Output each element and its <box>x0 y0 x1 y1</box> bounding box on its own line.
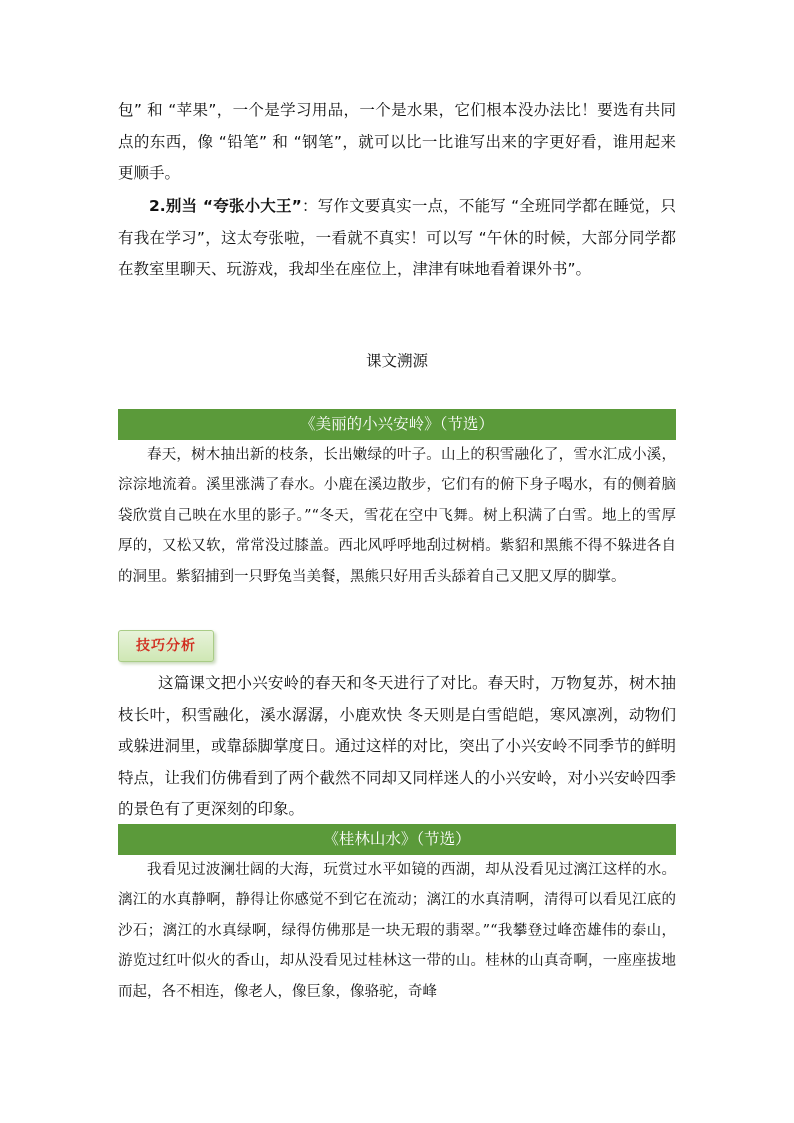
lesson2-banner: 《桂林山水》（节选） <box>118 824 676 855</box>
lesson1-excerpt: 春天，树木抽出新的枝条，长出嫩绿的叶子。山上的积雪融化了，雪水汇成小溪，淙淙地流着。溪里涨满了春水。小鹿在溪边散步，它们有的俯下身子喝水，有的侧着脑袋欣赏自己映在水里的影子。”“冬天，雪花在空中飞舞。树上积满了白雪。地上的雪厚厚的，又松又软，常常没过膝盖。西北风呼呼地刮过树梢。紫貂和黑熊不得不躲进各自的洞里。紫貂捕到一只野兔当美餐，黑熊只好用舌头舔着自己又肥又厚的脚掌。 <box>118 447 676 585</box>
lesson1-banner: 《美丽的小兴安岭》（节选） <box>118 409 676 440</box>
lesson2-excerpt: 我看见过波澜壮阔的大海，玩赏过水平如镜的西湖，却从没看见过漓江这样的水。漓江的水真静啊，静得让你感觉不到它在流动；漓江的水真清啊，清得可以看见江底的沙石；漓江的水真绿啊，绿得仿佛那是一块无瑕的翡翠。”“我攀登过峰峦雄伟的泰山，游览过红叶似火的香山，却从没看见过桂林这一带的山。桂林的山真奇啊，一座座拔地而起，各不相连，像老人，像巨象，像骆驼，奇峰 <box>118 862 676 1000</box>
paragraph-tip-2 <box>118 191 676 286</box>
tip-2-text: ：写作文要真实一点，不能写 “全班同学都在睡觉，只有我在学习”，这太夸张啦，一看就不真实！可以写 “午休的时候，大部分同学都在教室里聊天、玩游戏，我却坐在座位上，津津有味地看着课外书”。 <box>118 197 676 278</box>
tip-2-heading: 2.别当 “夸张小大王” <box>149 197 302 215</box>
skill-analysis-label: 技巧分析 <box>136 638 196 654</box>
section-title: 课文溯源 <box>365 352 428 370</box>
analysis-paragraph: 这篇课文把小兴安岭的春天和冬天进行了对比。春天时，万物复苏，树木抽枝长叶，积雪融化，溪水潺潺，小鹿欢快 冬天则是白雪皑皑，寒风凛冽，动物们或躲进洞里，或靠舔脚掌度日。通过这样的对比，突出了小兴安岭不同季节的鲜明特点，让我们仿佛看到了两个截然不同却又同样迷人的小兴安岭，对小兴安岭四季的景色有了更深刻的印象。 <box>118 674 677 818</box>
skill-analysis-tag <box>118 630 214 662</box>
paragraph-comparison-tip: 包” 和 “苹果”，一个是学习用品，一个是水果，它们根本没办法比！要选有共同点的东西，像 “铅笔” 和 “钢笔”，就可以比一比谁写出来的字更好看，谁用起来更顺手。 <box>118 101 676 182</box>
